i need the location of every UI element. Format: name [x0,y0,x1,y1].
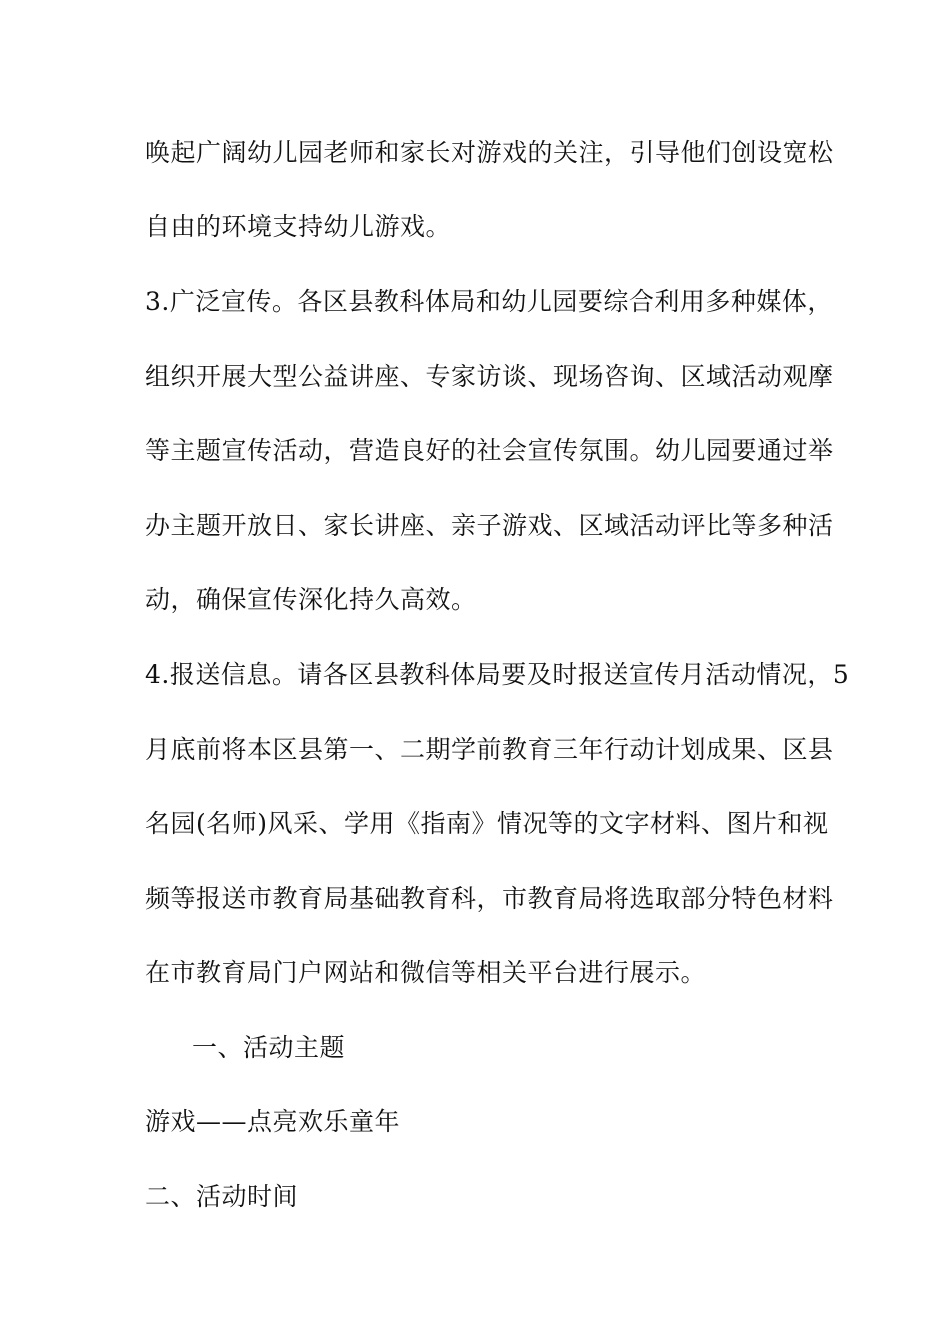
paragraph-line: 等主题宣传活动，营造良好的社会宣传氛围。幼儿园要通过举 [145,436,834,465]
paragraph-line: 办主题开放日、家长讲座、亲子游戏、区域活动评比等多种活 [145,511,834,540]
paragraph-line: 动，确保宣传深化持久高效。 [145,585,477,614]
paragraph-line: 月底前将本区县第一、二期学前教育三年行动计划成果、区县 [145,735,834,764]
section-heading: 二、活动时间 [145,1182,299,1211]
paragraph-line: 3.广泛宣传。各区县教科体局和幼儿园要综合利用多种媒体， [145,287,833,316]
paragraph-line: 频等报送市教育局基础教育科，市教育局将选取部分特色材料 [145,884,834,913]
section-heading: 一、活动主题 [192,1033,346,1062]
paragraph-line: 组织开展大型公益讲座、专家访谈、现场咨询、区域活动观摩 [145,362,834,391]
paragraph-line: 名园(名师)风采、学用《指南》情况等的文字材料、图片和视 [145,809,829,838]
paragraph-line: 唤起广阔幼儿园老师和家长对游戏的关注，引导他们创设宽松 [145,138,834,167]
paragraph-line: 4.报送信息。请各区县教科体局要及时报送宣传月活动情况，5 [145,660,850,689]
paragraph-line: 在市教育局门户网站和微信等相关平台进行展示。 [145,958,707,987]
paragraph-line: 自由的环境支持幼儿游戏。 [145,212,452,241]
activity-theme: 游戏——点亮欢乐童年 [145,1107,401,1136]
